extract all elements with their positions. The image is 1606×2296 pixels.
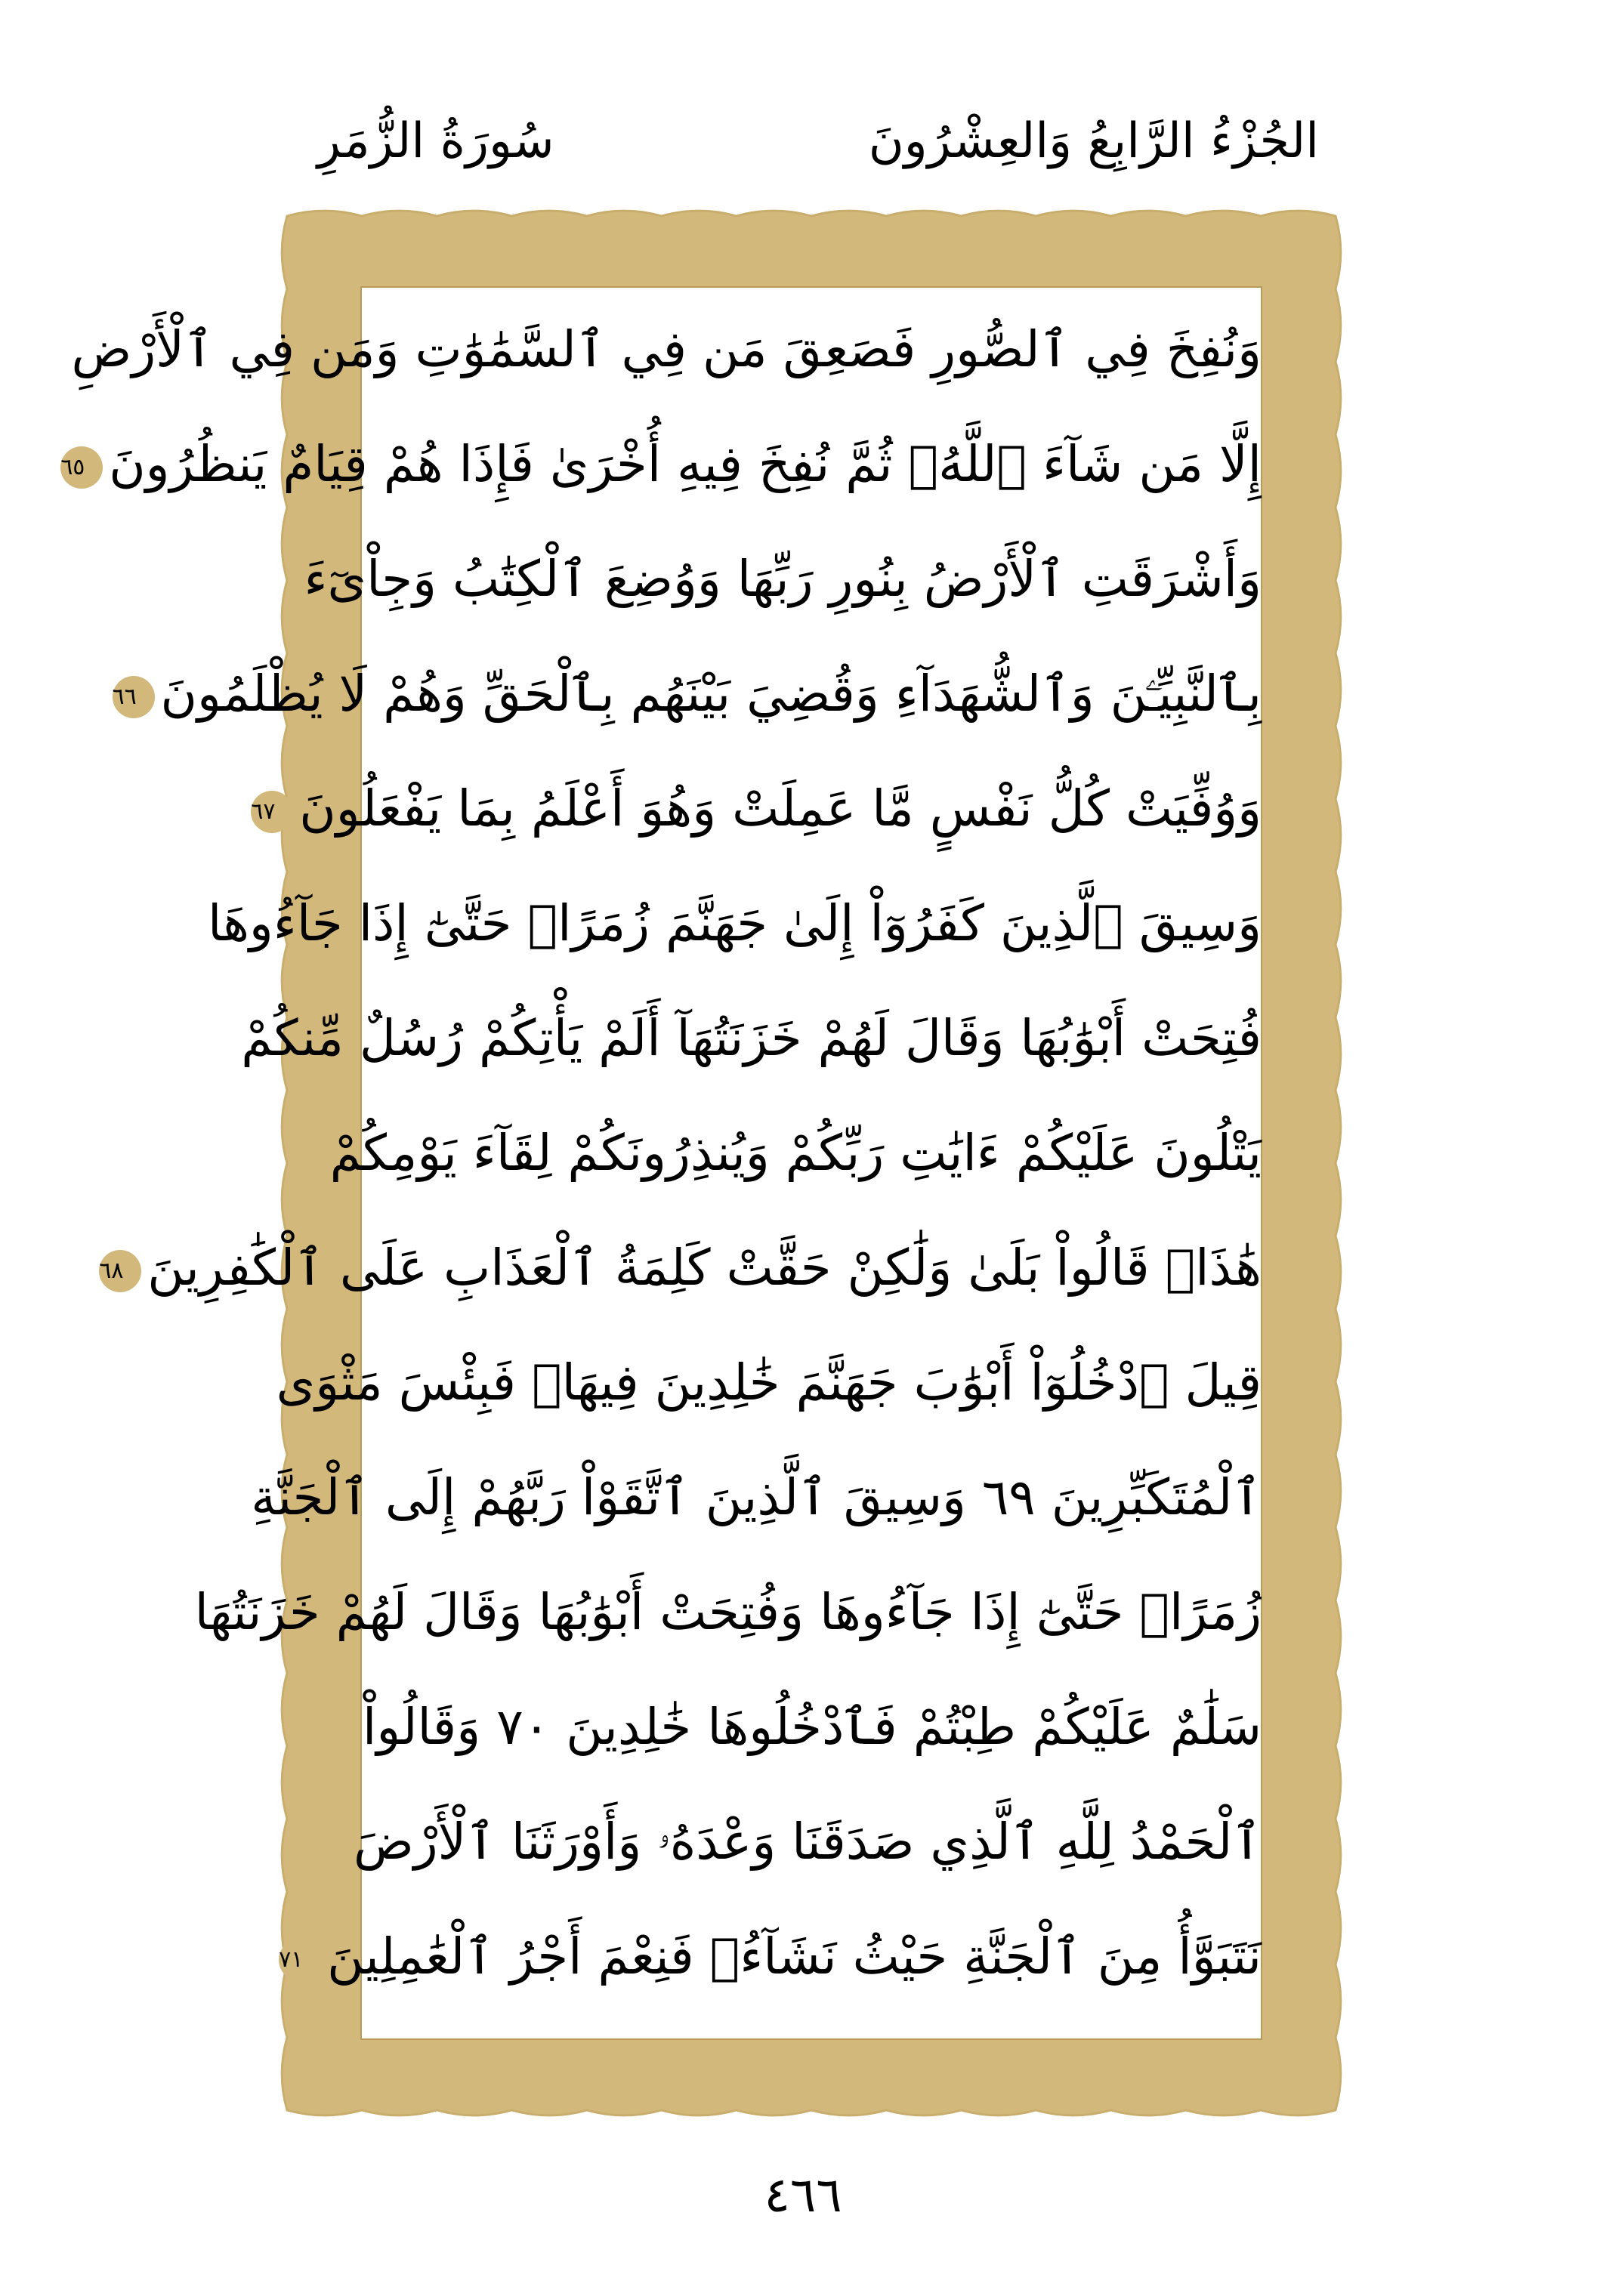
text-line: بِٱلنَّبِيِّـۧنَ وَٱلشُّهَدَآءِ وَقُضِيَ بَيْنَهُم بِٱلْحَقِّ وَهُمْ لَا يُظْلَمُونَ٦٦ (112, 665, 1262, 723)
text-line: وَنُفِخَ فِي ٱلصُّورِ فَصَعِقَ مَن فِي ٱلسَّمَٰوَٰتِ وَمَن فِي ٱلْأَرْضِ (71, 320, 1262, 378)
text-line: وَأَشْرَقَتِ ٱلْأَرْضُ بِنُورِ رَبِّهَا وَوُضِعَ ٱلْكِتَٰبُ وَجِاْىٓءَ (304, 550, 1262, 608)
page-number: ٤٦٦ (764, 2168, 842, 2223)
quran-text-area (60, 298, 1262, 2020)
ayah-marker: ٦٥ (60, 446, 103, 489)
text-line: وَوُفِّيَتْ كُلُّ نَفْسٍ مَّا عَمِلَتْ وَهُوَ أَعْلَمُ بِمَا يَفْعَلُونَ٦٧ (251, 779, 1262, 838)
ayah-marker: ٦٨ (99, 1250, 141, 1292)
text-line: قِيلَ ٱدْخُلُوٓاْ أَبْوَٰبَ جَهَنَّمَ خَٰلِدِينَ فِيهَاۖ فَبِئْسَ مَثْوَى (276, 1353, 1262, 1412)
ayah-marker: ٧١ (279, 1939, 321, 1981)
text-line: ٱلْحَمْدُ لِلَّهِ ٱلَّذِي صَدَقَنَا وَعْدَهُۥ وَأَوْرَثَنَا ٱلْأَرْضَ (353, 1813, 1262, 1871)
ayah-marker: ٦٦ (113, 676, 155, 718)
text-line: هَٰذَاۚ قَالُواْ بَلَىٰ وَلَٰكِنْ حَقَّتْ كَلِمَةُ ٱلْعَذَابِ عَلَى ٱلْكَٰفِرِينَ٦٨ (99, 1239, 1262, 1297)
juz-title: الجُزْءُ الرَّابِعُ وَالعِشْرُونَ (868, 113, 1319, 169)
surah-title: سُورَةُ الزُّمَرِ (317, 113, 554, 169)
text-line: ٱلْمُتَكَبِّرِينَ ٦٩ وَسِيقَ ٱلَّذِينَ ٱتَّقَوْاْ رَبَّهُمْ إِلَى ٱلْجَنَّةِ (251, 1468, 1262, 1526)
text-line: زُمَرًاۖ حَتَّىٰٓ إِذَا جَآءُوهَا وَفُتِحَتْ أَبْوَٰبُهَا وَقَالَ لَهُمْ خَزَنَتُهَا (194, 1583, 1262, 1641)
ayah-marker: ٦٧ (251, 791, 293, 833)
text-line: سَلَٰمٌ عَلَيْكُمْ طِبْتُمْ فَٱدْخُلُوهَا خَٰلِدِينَ ٧٠ وَقَالُواْ (363, 1698, 1262, 1756)
text-line: فُتِحَتْ أَبْوَٰبُهَا وَقَالَ لَهُمْ خَزَنَتُهَآ أَلَمْ يَأْتِكُمْ رُسُلٌ مِّنكُمْ (241, 1009, 1262, 1067)
page-header (0, 113, 1606, 196)
text-line: وَسِيقَ ٱلَّذِينَ كَفَرُوٓاْ إِلَىٰ جَهَنَّمَ زُمَرًاۖ حَتَّىٰٓ إِذَا جَآءُوهَا (208, 894, 1262, 952)
text-line: إِلَّا مَن شَآءَ ٱللَّهُۖ ثُمَّ نُفِخَ فِيهِ أُخْرَىٰ فَإِذَا هُمْ قِيَامٌ يَنظُرُونَ٦٥ (60, 435, 1262, 493)
text-line: نَتَبَوَّأُ مِنَ ٱلْجَنَّةِ حَيْثُ نَشَآءُۖ فَنِعْمَ أَجْرُ ٱلْعَٰمِلِينَ٧١ (279, 1927, 1262, 1986)
text-line: يَتْلُونَ عَلَيْكُمْ ءَايَٰتِ رَبِّكُمْ وَيُنذِرُونَكُمْ لِقَآءَ يَوْمِكُمْ (329, 1124, 1262, 1182)
